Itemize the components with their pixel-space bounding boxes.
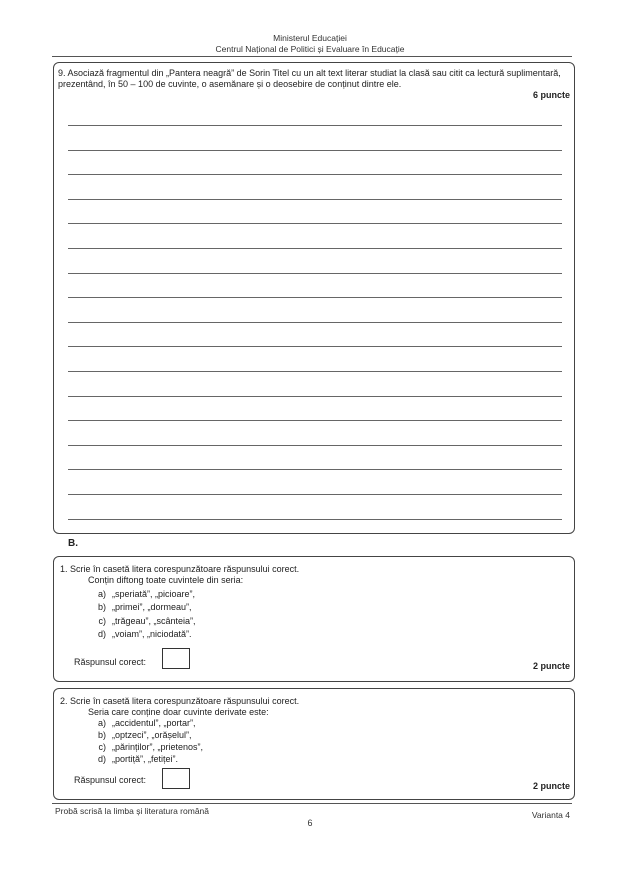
question-2-answer-label: Răspunsul corect:	[74, 775, 147, 785]
section-b-label: B.	[68, 538, 78, 549]
question-2-option-d: d) „portiță”, „fetiței”.	[97, 754, 179, 764]
question-9-points: 6 puncte	[532, 90, 570, 100]
answer-line	[68, 445, 562, 446]
question-1-points: 2 puncte	[532, 661, 570, 671]
answer-line	[68, 223, 562, 224]
header-center: Centrul Național de Politici și Evaluare în Educație	[215, 44, 405, 54]
question-1-option-c: c) „trăgeau”, „scânteia”,	[98, 616, 196, 626]
question-1-subtext: Conțin diftong toate cuvintele din seria:	[88, 575, 244, 585]
answer-line	[68, 273, 562, 274]
question-1-box	[53, 556, 575, 682]
question-2-option-c: c) „părinților”, „prietenos”,	[98, 742, 204, 752]
header-ministry: Ministerul Educației	[273, 33, 347, 43]
answer-line	[68, 125, 562, 126]
answer-line	[68, 297, 562, 298]
question-1-answer-label: Răspunsul corect:	[74, 657, 147, 667]
answer-line	[68, 248, 562, 249]
answer-line	[68, 469, 562, 470]
answer-line	[68, 322, 562, 323]
question-2-subtext: Seria care conține doar cuvinte derivate este:	[88, 707, 269, 717]
question-1-answer-box[interactable]	[162, 648, 190, 669]
answer-line	[68, 199, 562, 200]
question-1-instruction	[60, 564, 299, 586]
footer-variant: Varianta 4	[531, 810, 570, 820]
answer-line	[68, 420, 562, 421]
question-2-answer-box[interactable]	[162, 768, 190, 789]
question-1-option-a: a) „speriată”, „picioare”,	[97, 589, 196, 599]
header-divider	[52, 56, 572, 57]
answer-line	[68, 174, 562, 175]
question-9-text: 9. Asociază fragmentul din „Pantera neagră” de Sorin Titel cu un alt text literar studiat la clasă sau citit ca lectură suplimentară, prezentând, în 50 – 100 de cuvinte, o asemănare și o deosebire de conținut dintre ele.	[58, 68, 561, 89]
answer-line	[68, 519, 562, 520]
question-2-points: 2 puncte	[532, 781, 570, 791]
question-2-option-a: a) „accidentul”, „portar”,	[97, 718, 196, 728]
question-1-instruction-text: 1. Scrie în casetă litera corespunzătoare răspunsului corect.	[60, 564, 300, 574]
answer-line	[68, 396, 562, 397]
answer-line	[68, 494, 562, 495]
question-9-box	[53, 62, 575, 534]
answer-line	[68, 346, 562, 347]
footer-exam-title: Probă scrisă la limba și literatura română	[55, 806, 210, 816]
footer-divider	[52, 803, 572, 804]
page-header	[0, 33, 620, 55]
question-2-instruction-text: 2. Scrie în casetă litera corespunzătoare răspunsului corect.	[60, 696, 300, 706]
question-2-instruction	[60, 696, 299, 718]
answer-line	[68, 371, 562, 372]
question-2-option-b: b) „optzeci”, „orășelul”,	[97, 730, 192, 740]
question-1-option-b: b) „primei”, „dormeau”,	[97, 602, 192, 612]
question-2-box	[53, 688, 575, 800]
answer-line	[68, 150, 562, 151]
question-1-option-d: d) „voiam”, „niciodată”.	[97, 629, 192, 639]
page-number: 6	[307, 818, 313, 828]
